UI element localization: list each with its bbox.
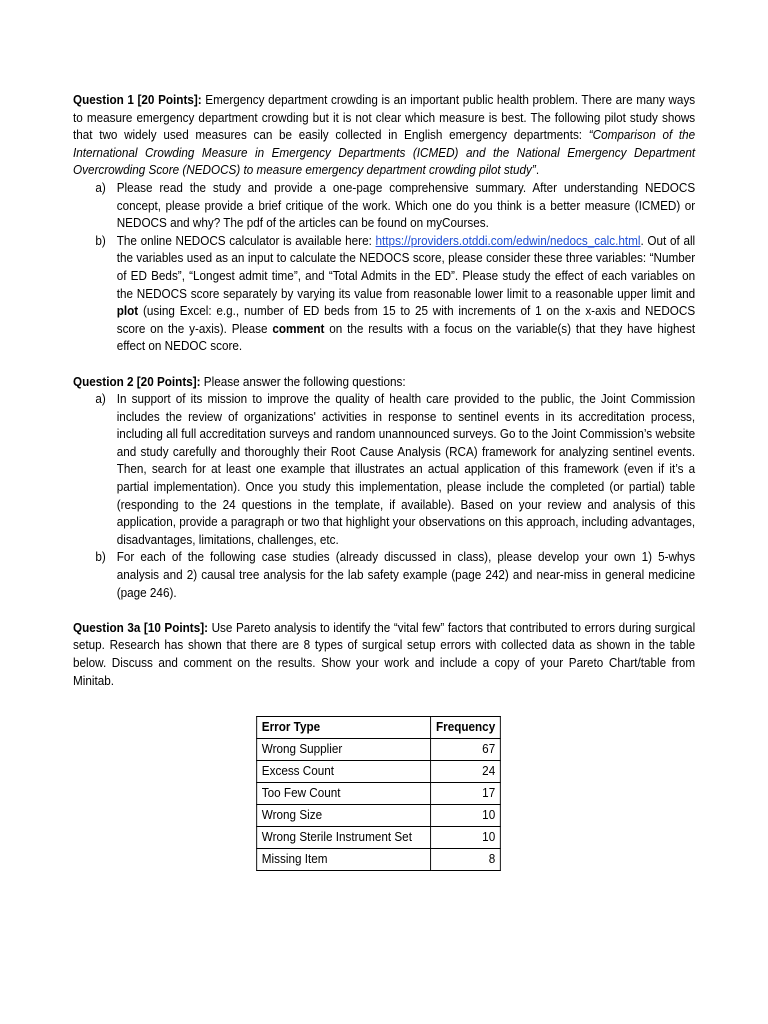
table-header-row [257,717,501,739]
question-2-intro: Please answer the following questions: [200,374,406,389]
frequency-cell: 67 [431,739,501,761]
question-2-heading: Question 2 [20 Points]: [73,374,201,389]
question-3a-paragraph [73,620,695,690]
question-2a-marker: a) [95,392,106,407]
question-2a-text: In support of its mission to improve the quality of health care provided to the public, the Joint Commission includes the review of organizations' activities in response to sentinel events in its accreditation process, including all full accreditation surveys and random unannounced surveys. Go to the Joint Commission’s website and study carefully and thoroughly their Root Cause Analysis (RCA) framework for analyzing sentinel events. Then, search for at least one example that illustrates an actual application of this framework (even if it’s a partial implementation). Once you study this implementation, please include the completed (or partial) table (responding to the 24 questions in the template, if available). Based on your review and analysis of this application, provide a paragraph or two that highlight your observations on this approach, including advantages, disadvantages, limitations, challenges, etc. [116,392,696,547]
spacer [73,356,695,374]
frequency-cell: 24 [431,761,501,783]
frequency-cell: 8 [431,849,501,871]
question-1-heading: Question 1 [20 Points]: [73,93,202,107]
question-1a-text: Please read the study and provide a one-page comprehensive summary. After understanding NEDOCS concept, please provide a brief critique of the work. Which one do you think is a better measure (ICMED) or NEDOCS and why? The pdf of the articles can be found on myCourses. [116,180,696,231]
question-2b [73,549,695,602]
question-1b [73,233,695,356]
question-2a [73,391,695,549]
question-1-paragraph [73,92,695,180]
table-row [257,827,501,849]
question-1a-marker: a) [95,180,106,195]
question-3a-heading: Question 3a [10 Points]: [73,620,209,635]
frequency-cell: 10 [431,827,501,849]
question-1-intro: Emergency department crowding is an important public health problem. There are many ways to measure emergency department crowding but it is not clear which measure is best. The following pilot study shows that two widely used measures can be easily collected in English emergency departments: [73,93,696,143]
question-1b-text-2: . Out of all the variables used as an input to calculate the NEDOCS score, please consider these three variables: “Number of ED Beds”, “Longest admit time”, and “Total Admits in the ED”. Please study the effect of each variables on the NEDOCS score separately by varying its value from reasonable lower limit to a reasonable upper limit and [116,233,696,301]
column-header-error-type: Error Type [257,717,431,739]
question-1b-plot-keyword: plot [116,304,139,319]
frequency-cell: 17 [431,783,501,805]
error-type-cell: Excess Count [257,761,431,783]
question-1b-text-1: The online NEDOCS calculator is available here: [116,233,376,248]
nedocs-calculator-link[interactable]: https://providers.otddi.com/edwin/nedocs_calc.html [375,233,641,248]
column-header-frequency: Frequency [431,717,501,739]
error-frequency-table [256,716,501,871]
error-type-cell: Wrong Size [257,805,431,827]
question-3a-text: Use Pareto analysis to identify the “vital few” factors that contributed to errors during surgical setup. Research has shown that there are 8 types of surgical setup errors with collected data as shown in the table below. Discuss and comment on the results. Show your work and include a copy of your Pareto Chart/table from Minitab. [73,620,696,688]
table-row [257,783,501,805]
question-1-subitems [73,180,695,356]
question-2-subitems [73,391,695,602]
question-1-citation: “Comparison of the International Crowding Measure in Emergency Departments (ICMED) and the National Emergency Department Overcrowding Score (NEDOCS) to measure emergency department crowding pilot study” [73,128,696,178]
error-type-cell: Wrong Supplier [257,739,431,761]
table-row [257,761,501,783]
question-1b-text-3: (using Excel: e.g., number of ED beds from 15 to 25 with increments of 1 on the x-axis and NEDOCS score on the y-axis). Please [116,304,696,336]
question-2b-text: For each of the following case studies (already discussed in class), please develop your own 1) 5-whys analysis and 2) causal tree analysis for the lab safety example (page 242) and near-miss in general medicine (page 246). [116,550,696,600]
table-row [257,805,501,827]
spacer [73,690,695,716]
document-body [73,92,696,871]
question-1b-text-4: on the results with a focus on the variable(s) that they have highest effect on NEDOC score. [116,321,696,354]
table-row [257,849,501,871]
question-1b-comment-keyword: comment [272,321,325,336]
question-1b-marker: b) [95,233,106,248]
error-type-cell: Too Few Count [257,783,431,805]
question-1-citation-end: . [535,163,540,178]
frequency-cell: 10 [431,805,501,827]
error-type-cell: Missing Item [257,849,431,871]
error-type-cell: Wrong Sterile Instrument Set [257,827,431,849]
question-2-paragraph [73,374,695,392]
question-1a [73,180,695,233]
table-row [257,739,501,761]
spacer [73,602,695,620]
question-2b-marker: b) [95,550,106,565]
